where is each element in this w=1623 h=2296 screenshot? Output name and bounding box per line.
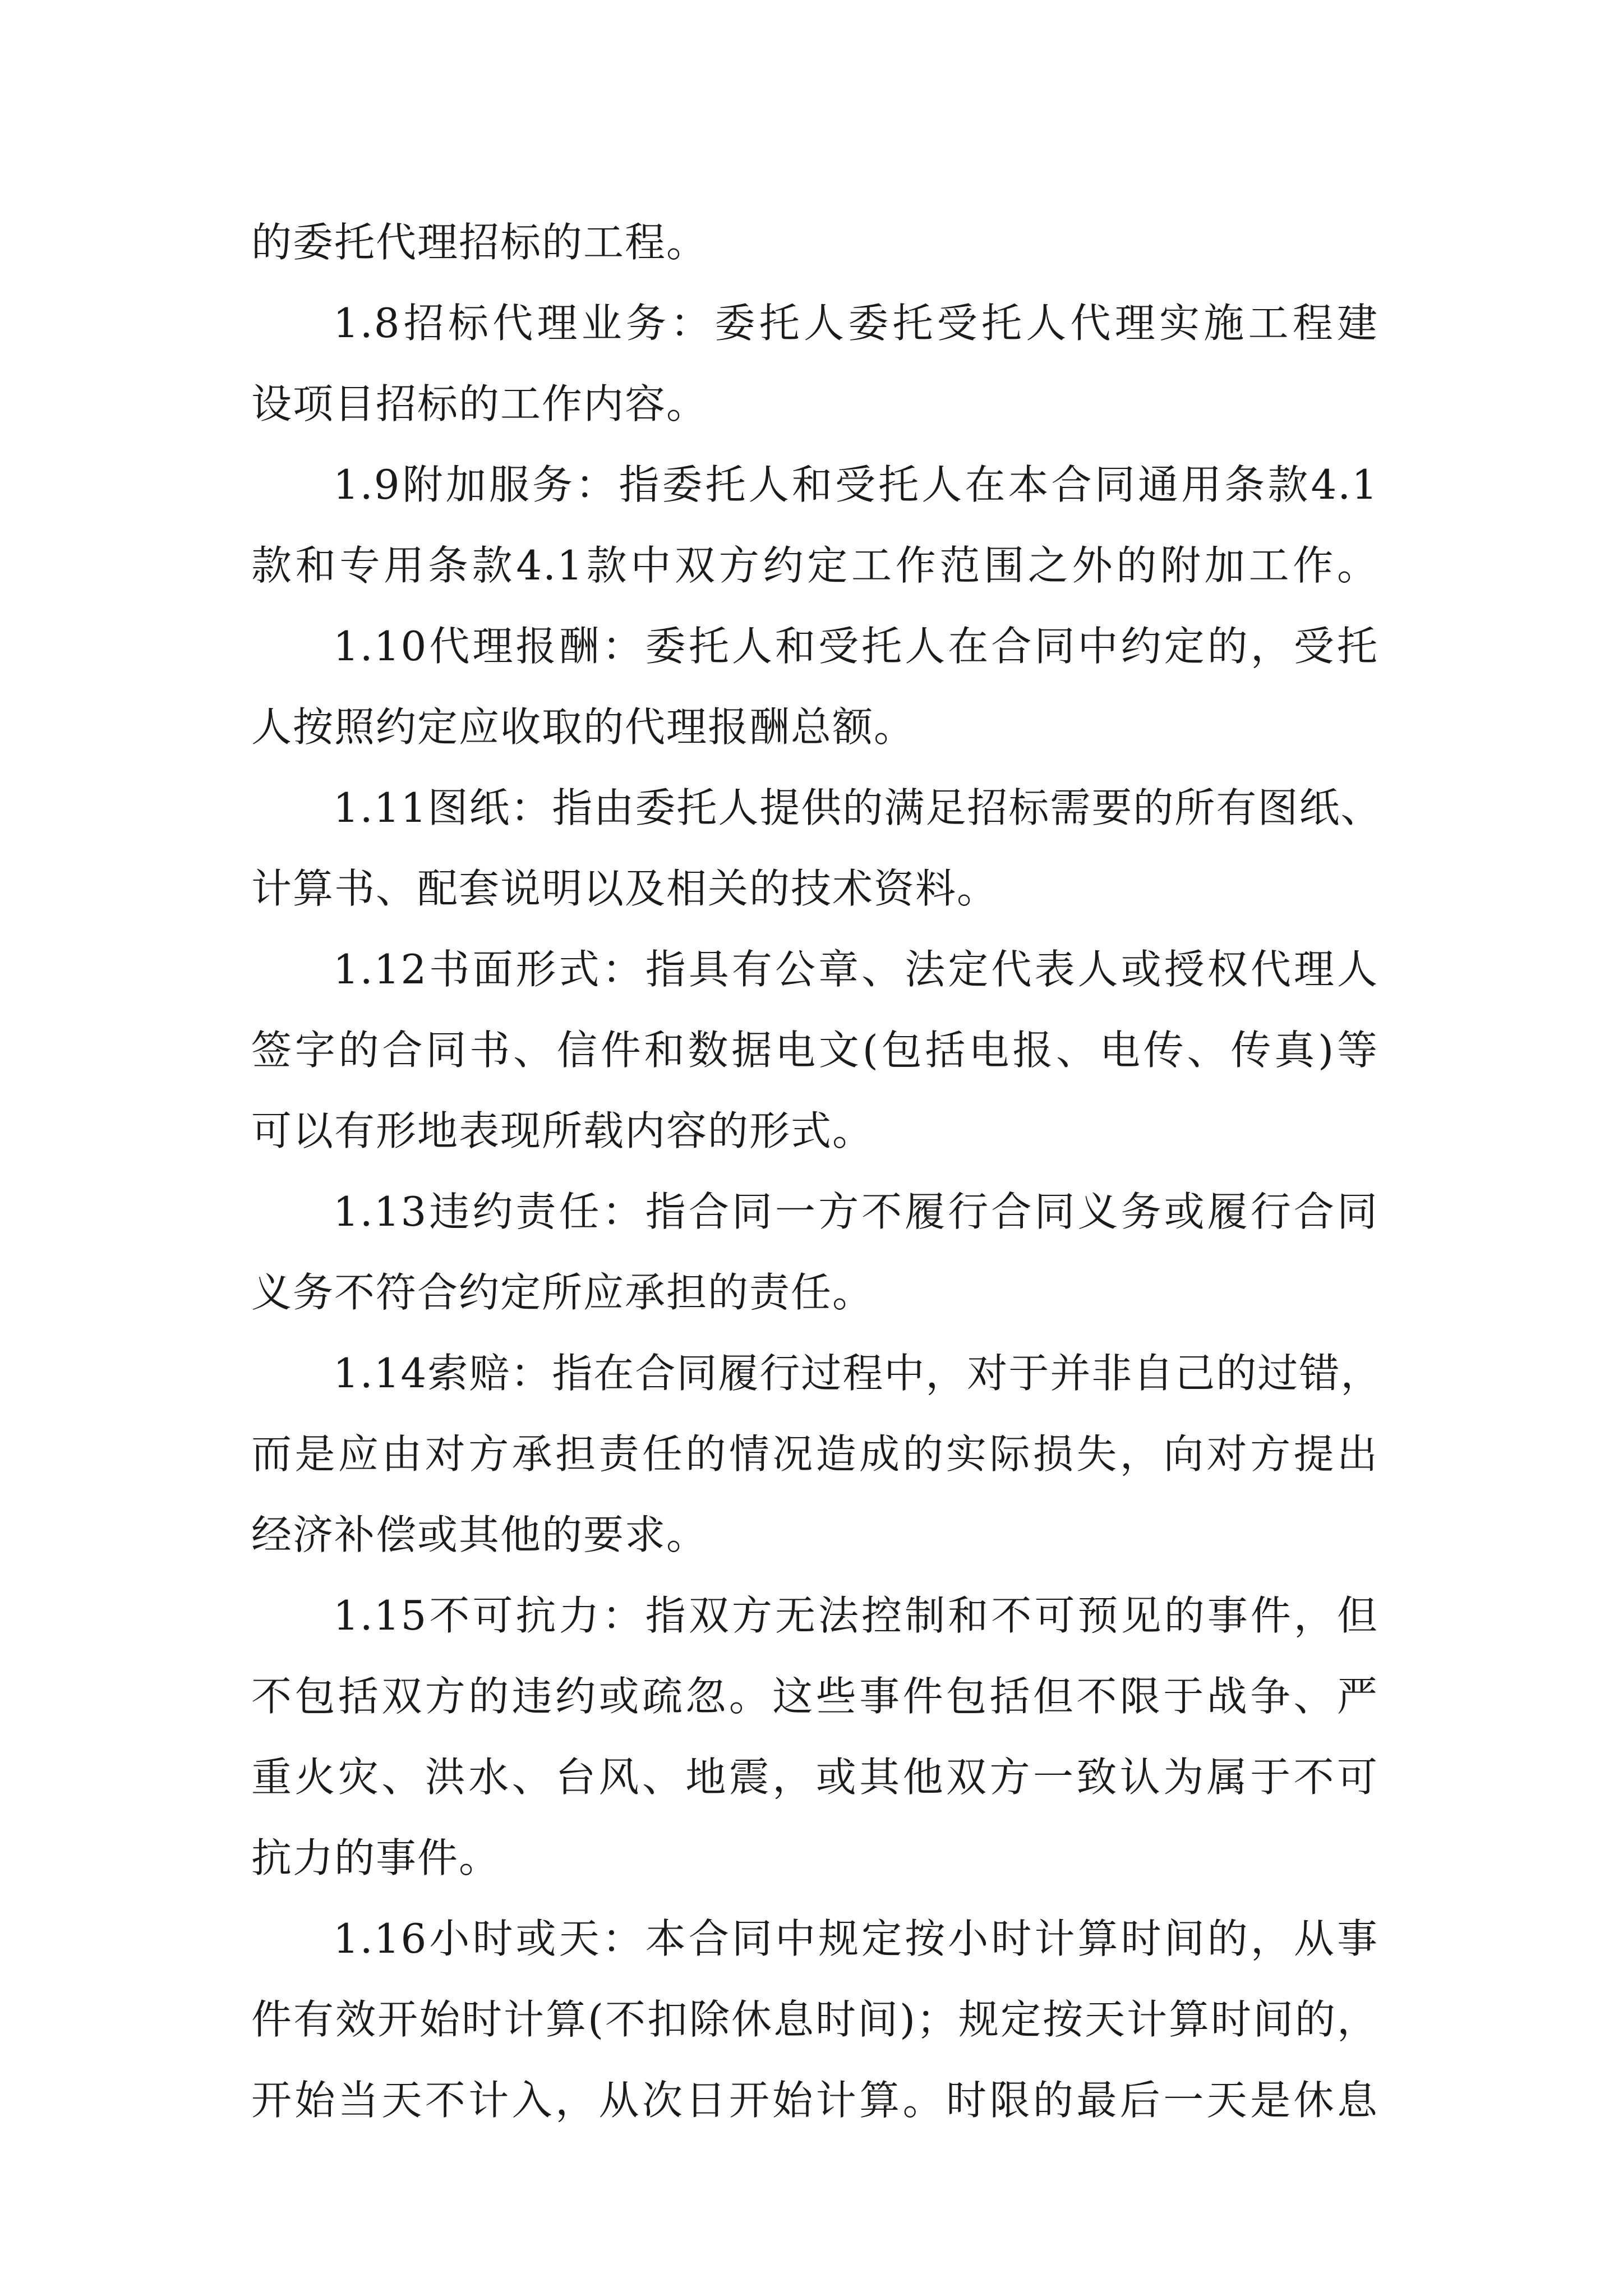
clause-1-15-line-2: 不包括双方的违约或疏忽。这些事件包括但不限于战争、严 <box>251 1673 1378 1720</box>
clause-1-15-line-4: 抗力的事件。 <box>251 1834 501 1881</box>
clause-1-16-line-3: 开始当天不计入，从次日开始计算。时限的最后一天是休息 <box>251 2077 1378 2124</box>
clause-1-10-line-1: 1.10代理报酬：委托人和受托人在合同中约定的，受托 <box>333 623 1378 670</box>
clause-1-14-line-3: 经济补偿或其他的要求。 <box>251 1511 708 1558</box>
clause-1-11-line-1: 1.11图纸：指由委托人提供的满足招标需要的所有图纸、 <box>333 784 1382 831</box>
clause-1-8-line-1: 1.8招标代理业务：委托人委托受托人代理实施工程建 <box>333 300 1378 347</box>
clause-1-13-line-1: 1.13违约责任：指合同一方不履行合同义务或履行合同 <box>333 1188 1378 1235</box>
clause-1-11-line-2: 计算书、配套说明以及相关的技术资料。 <box>251 865 999 912</box>
clause-1-10-line-2: 人按照约定应收取的代理报酬总额。 <box>251 703 916 751</box>
document-body <box>251 202 1382 2141</box>
clause-1-9-line-1: 1.9附加服务：指委托人和受托人在本合同通用条款4.1 <box>333 461 1378 508</box>
clause-1-15-line-1: 1.15不可抗力：指双方无法控制和不可预见的事件，但 <box>333 1592 1378 1639</box>
clause-1-12-line-2: 签字的合同书、信件和数据电文(包括电报、电传、传真)等 <box>251 1027 1378 1074</box>
clause-1-13-line-2: 义务不符合约定所应承担的责任。 <box>251 1269 874 1316</box>
clause-1-14-line-2: 而是应由对方承担责任的情况造成的实际损失，向对方提出 <box>251 1430 1378 1478</box>
clause-1-16-line-2: 件有效开始时计算(不扣除休息时间)；规定按天计算时间的， <box>251 1996 1378 2043</box>
clause-1-12-line-3: 可以有形地表现所载内容的形式。 <box>251 1107 874 1154</box>
clause-1-15-line-3: 重火灾、洪水、台风、地震，或其他双方一致认为属于不可 <box>251 1754 1378 1801</box>
clause-1-8-line-2: 设项目招标的工作内容。 <box>251 380 708 427</box>
clause-1-12-line-1: 1.12书面形式：指具有公章、法定代表人或授权代理人 <box>333 946 1378 993</box>
clause-1-9-line-2: 款和专用条款4.1款中双方约定工作范围之外的附加工作。 <box>251 542 1378 589</box>
text-line: 的委托代理招标的工程。 <box>251 219 708 266</box>
clause-1-16-line-1: 1.16小时或天：本合同中规定按小时计算时间的，从事 <box>333 1915 1378 1962</box>
clause-1-14-line-1: 1.14索赔：指在合同履行过程中，对于并非自己的过错， <box>333 1350 1382 1397</box>
